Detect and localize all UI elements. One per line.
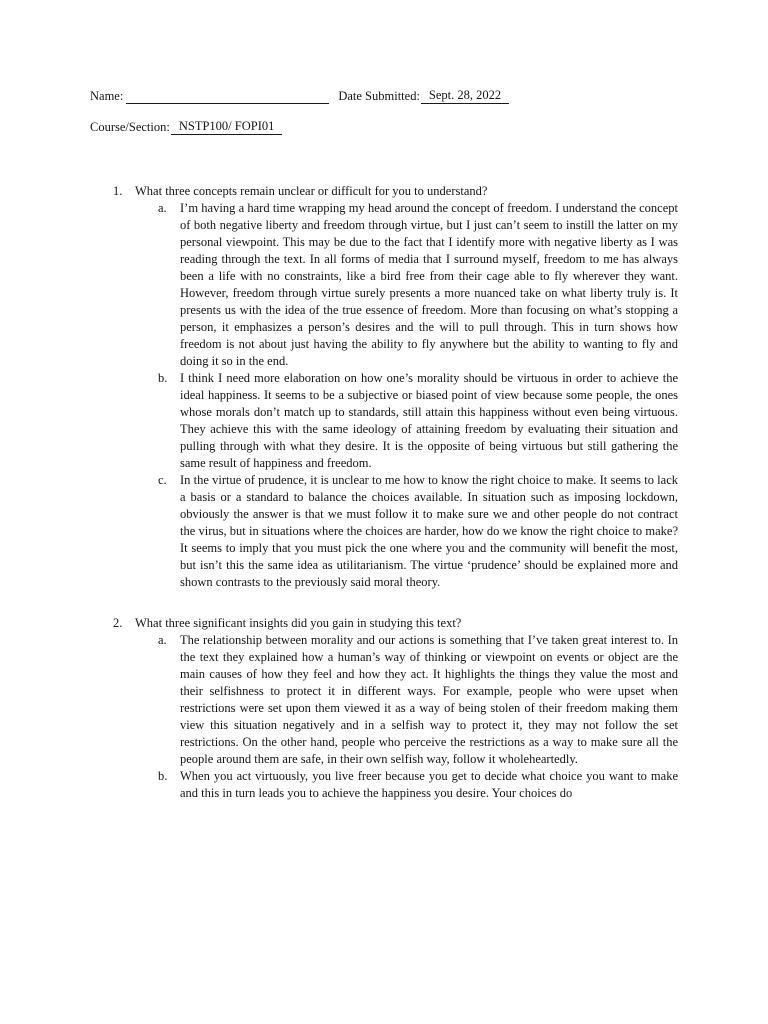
question-number: 1. [113,184,123,198]
answer-text: When you act virtuously, you live freer because you get to decide what choice you want to make and this in turn leads you to achieve the happiness you desire. Your choices do [180,769,678,800]
question-2-answers [0,632,768,802]
answer-letter: c. [158,473,167,487]
question-text: What three significant insights did you gain in studying this text? [135,616,462,630]
date-submitted-value: Sept. 28, 2022 [421,88,509,104]
answer-1b [0,370,768,472]
answer-2b [0,768,768,802]
question-1-answers [0,200,768,591]
course-section-value: NSTP100/ FOPI01 [171,119,283,135]
answer-text: I think I need more elaboration on how one’s morality should be virtuous in order to achieve the ideal happiness. It seems to be a subjective or biased point of view because some people, the ones whose morals don’t match up to standards, still attain this happiness without even being virtuous. They achieve this with the same ideology of attaining freedom by evaluating their situation and pulling through with what they desire. It is the opposite of being virtuous but still gathering the same result of happiness and freedom. [180,371,678,470]
question-1-block [0,183,768,591]
document-header [90,88,509,135]
name-date-row [90,88,509,104]
question-1 [0,183,768,200]
answer-letter: b. [158,769,168,783]
answer-letter: b. [158,371,168,385]
document-body [0,183,768,802]
course-section-label: Course/Section: [90,120,170,134]
answer-2a [0,632,768,768]
answer-letter: a. [158,201,167,215]
answer-letter: a. [158,633,167,647]
course-section-row [90,119,509,135]
name-blank-line [126,89,329,104]
date-submitted-label: Date Submitted: [338,89,420,103]
question-number: 2. [113,616,123,630]
name-label: Name: [90,89,124,103]
answer-1c [0,472,768,591]
question-2 [0,615,768,632]
answer-1a [0,200,768,370]
answer-text: In the virtue of prudence, it is unclear to me how to know the right choice to make. It seems to lack a basis or a standard to balance the choices available. In situation such as imposing lockdown, obviously the answer is that we must follow it to make sure we and other people do not contract the virus, but in situations where the choices are harder, how do we know the right choice to make? It seems to imply that you must pick the one where you and the community will benefit the most, but isn’t this the same idea as utilitarianism. The virtue ‘prudence’ should be explained more and shown contrasts to the previously said moral theory. [180,473,678,589]
question-text: What three concepts remain unclear or difficult for you to understand? [135,184,488,198]
answer-text: The relationship between morality and our actions is something that I’ve taken great interest to. In the text they explained how a human’s way of thinking or viewpoint on events or object are the main causes of how they feel and how they act. It highlights the things they value the most and their selfishness to protect it in different ways. For example, people who were upset when restrictions were set upon them viewed it as a way of being stolen of their freedom making them view this situation negatively and in a selfish way to protect it, they may not follow the set restrictions. On the other hand, people who perceive the restrictions as a way to make sure all the people around them are safe, in their own selfish way, follow it wholeheartedly. [180,633,678,766]
question-2-block [0,615,768,802]
answer-text: I’m having a hard time wrapping my head around the concept of freedom. I understand the concept of both negative liberty and freedom through virtue, but I just can’t seem to instill the latter on my personal viewpoint. This may be due to the fact that I identify more with negative liberty as I was reading through the text. In all forms of media that I surround myself, freedom to me has always been a life with no constraints, like a bird free from their cage able to fly wherever they want. However, freedom through virtue surely presents a more nuanced take on what liberty truly is. It presents us with the idea of the true essence of freedom. More than focusing on what’s stopping a person, it emphasizes a person’s desires and the will to pull through. This in turn shows how freedom is not about just having the ability to fly anywhere but the ability to wanting to fly and doing it so in the end. [180,201,678,368]
